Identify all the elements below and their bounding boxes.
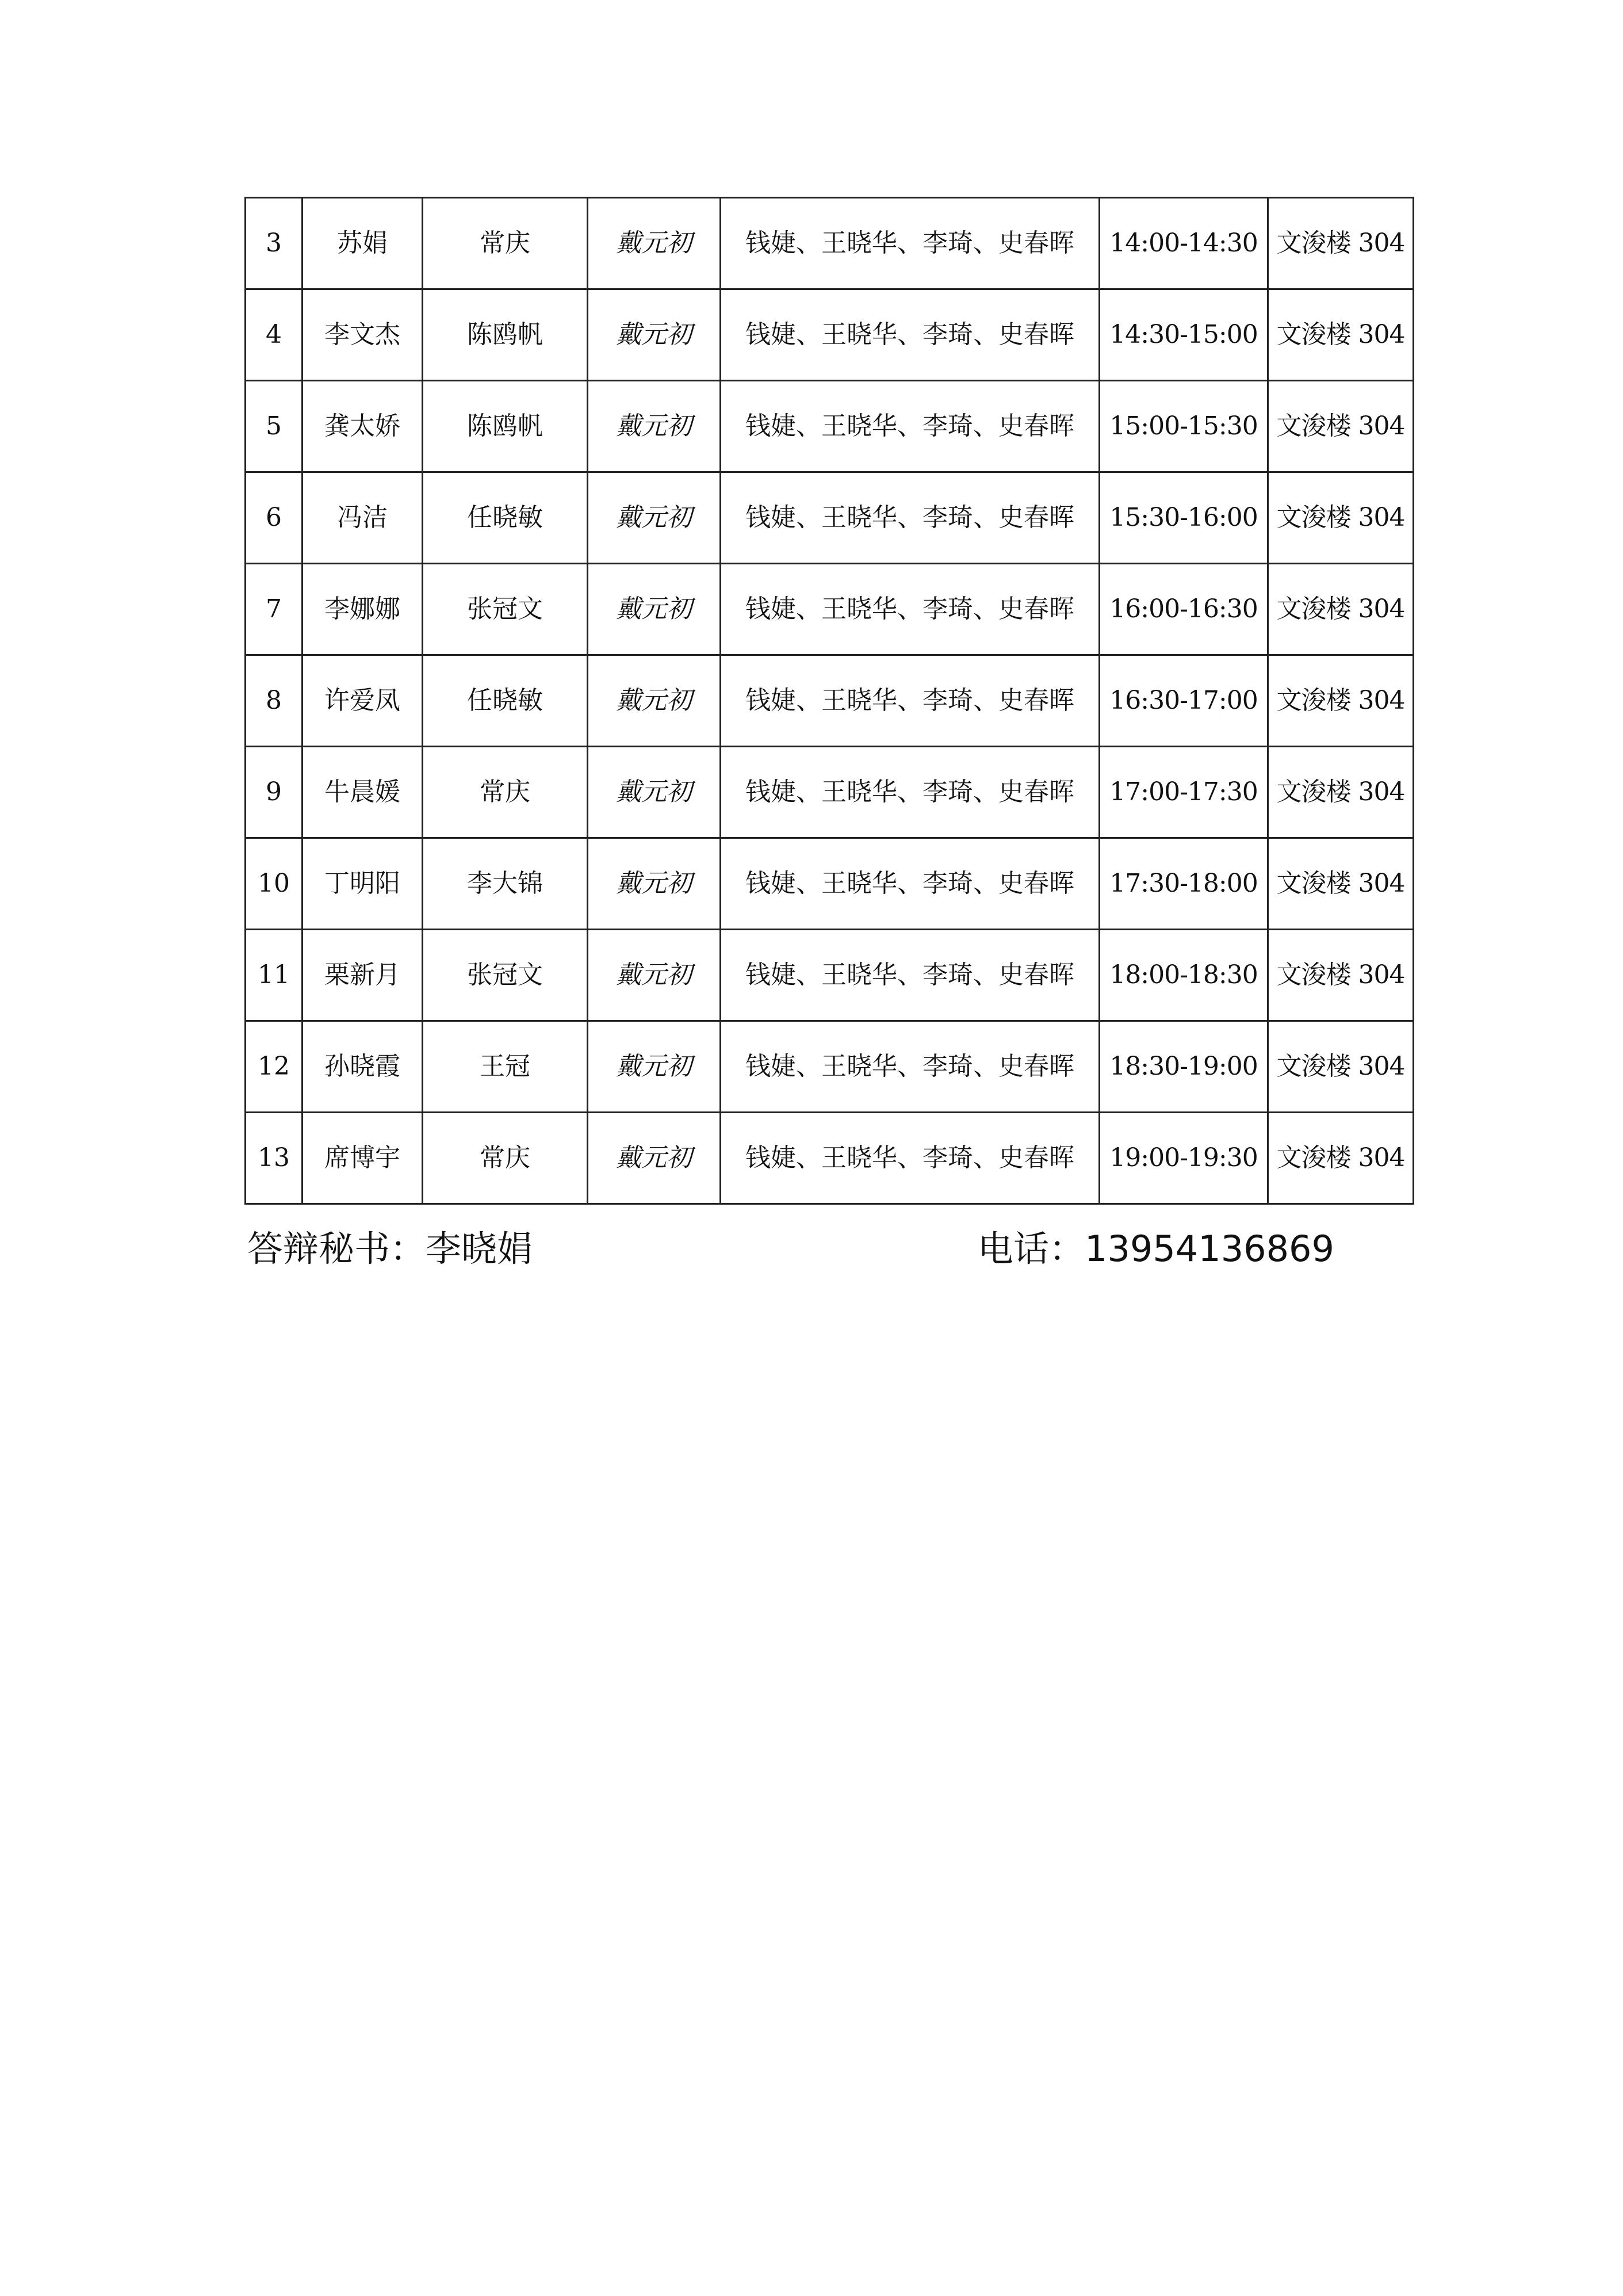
advisor-name: 王冠: [423, 1021, 588, 1113]
student-name: 牛晨媛: [303, 747, 423, 838]
committee-members: 钱婕、王晓华、李琦、史春晖: [721, 838, 1100, 930]
row-number: 10: [246, 838, 303, 930]
defense-time: 14:30-15:00: [1100, 289, 1268, 381]
committee-members: 钱婕、王晓华、李琦、史春晖: [721, 930, 1100, 1021]
committee-chair: 戴元初: [588, 289, 721, 381]
row-number: 5: [246, 381, 303, 472]
committee-members: 钱婕、王晓华、李琦、史春晖: [721, 472, 1100, 564]
defense-room: 文浚楼 304: [1268, 289, 1414, 381]
table-row: [246, 747, 1414, 838]
defense-time: 17:00-17:30: [1100, 747, 1268, 838]
secretary-line: [247, 1228, 533, 1270]
defense-room: 文浚楼 304: [1268, 930, 1414, 1021]
committee-members: 钱婕、王晓华、李琦、史春晖: [721, 198, 1100, 289]
row-number: 6: [246, 472, 303, 564]
advisor-name: 常庆: [423, 198, 588, 289]
committee-members: 钱婕、王晓华、李琦、史春晖: [721, 1021, 1100, 1113]
committee-chair: 戴元初: [588, 198, 721, 289]
student-name: 丁明阳: [303, 838, 423, 930]
table-row: [246, 1021, 1414, 1113]
student-name: 李娜娜: [303, 564, 423, 655]
advisor-name: 李大锦: [423, 838, 588, 930]
committee-chair: 戴元初: [588, 472, 721, 564]
committee-members: 钱婕、王晓华、李琦、史春晖: [721, 655, 1100, 747]
table-row: [246, 1113, 1414, 1204]
phone-label: 电话：: [978, 1228, 1085, 1270]
student-name: 龚太娇: [303, 381, 423, 472]
advisor-name: 常庆: [423, 747, 588, 838]
committee-chair: 戴元初: [588, 655, 721, 747]
committee-members: 钱婕、王晓华、李琦、史春晖: [721, 289, 1100, 381]
table-row: [246, 655, 1414, 747]
student-name: 苏娟: [303, 198, 423, 289]
row-number: 12: [246, 1021, 303, 1113]
defense-room: 文浚楼 304: [1268, 1113, 1414, 1204]
student-name: 孙晓霞: [303, 1021, 423, 1113]
secretary-label: 答辩秘书：: [247, 1228, 426, 1270]
committee-chair: 戴元初: [588, 1021, 721, 1113]
row-number: 4: [246, 289, 303, 381]
secretary-name: 李晓娟: [426, 1228, 533, 1270]
committee-members: 钱婕、王晓华、李琦、史春晖: [721, 1113, 1100, 1204]
table-row: [246, 198, 1414, 289]
committee-members: 钱婕、王晓华、李琦、史春晖: [721, 564, 1100, 655]
defense-time: 15:30-16:00: [1100, 472, 1268, 564]
table-row: [246, 564, 1414, 655]
advisor-name: 张冠文: [423, 564, 588, 655]
committee-members: 钱婕、王晓华、李琦、史春晖: [721, 381, 1100, 472]
table-row: [246, 472, 1414, 564]
table-row: [246, 289, 1414, 381]
defense-room: 文浚楼 304: [1268, 198, 1414, 289]
defense-time: 14:00-14:30: [1100, 198, 1268, 289]
defense-room: 文浚楼 304: [1268, 381, 1414, 472]
advisor-name: 任晓敏: [423, 655, 588, 747]
advisor-name: 陈鸥帆: [423, 289, 588, 381]
committee-chair: 戴元初: [588, 564, 721, 655]
defense-time: 15:00-15:30: [1100, 381, 1268, 472]
advisor-name: 常庆: [423, 1113, 588, 1204]
row-number: 11: [246, 930, 303, 1021]
table-row: [246, 838, 1414, 930]
committee-chair: 戴元初: [588, 381, 721, 472]
defense-time: 19:00-19:30: [1100, 1113, 1268, 1204]
row-number: 7: [246, 564, 303, 655]
committee-members: 钱婕、王晓华、李琦、史春晖: [721, 747, 1100, 838]
defense-room: 文浚楼 304: [1268, 1021, 1414, 1113]
row-number: 8: [246, 655, 303, 747]
student-name: 席博宇: [303, 1113, 423, 1204]
defense-room: 文浚楼 304: [1268, 472, 1414, 564]
defense-room: 文浚楼 304: [1268, 838, 1414, 930]
advisor-name: 陈鸥帆: [423, 381, 588, 472]
defense-schedule-table: [244, 197, 1414, 1205]
defense-room: 文浚楼 304: [1268, 747, 1414, 838]
defense-time: 16:30-17:00: [1100, 655, 1268, 747]
defense-time: 18:30-19:00: [1100, 1021, 1268, 1113]
student-name: 栗新月: [303, 930, 423, 1021]
advisor-name: 任晓敏: [423, 472, 588, 564]
student-name: 冯洁: [303, 472, 423, 564]
defense-room: 文浚楼 304: [1268, 564, 1414, 655]
row-number: 3: [246, 198, 303, 289]
advisor-name: 张冠文: [423, 930, 588, 1021]
committee-chair: 戴元初: [588, 930, 721, 1021]
row-number: 13: [246, 1113, 303, 1204]
committee-chair: 戴元初: [588, 747, 721, 838]
defense-room: 文浚楼 304: [1268, 655, 1414, 747]
defense-time: 18:00-18:30: [1100, 930, 1268, 1021]
student-name: 李文杰: [303, 289, 423, 381]
table-row: [246, 381, 1414, 472]
student-name: 许爱凤: [303, 655, 423, 747]
committee-chair: 戴元初: [588, 1113, 721, 1204]
table-row: [246, 930, 1414, 1021]
defense-time: 16:00-16:30: [1100, 564, 1268, 655]
phone-line: [978, 1228, 1334, 1270]
defense-time: 17:30-18:00: [1100, 838, 1268, 930]
schedule-table-body: [246, 198, 1414, 1204]
row-number: 9: [246, 747, 303, 838]
committee-chair: 戴元初: [588, 838, 721, 930]
phone-number: 13954136869: [1085, 1228, 1334, 1270]
